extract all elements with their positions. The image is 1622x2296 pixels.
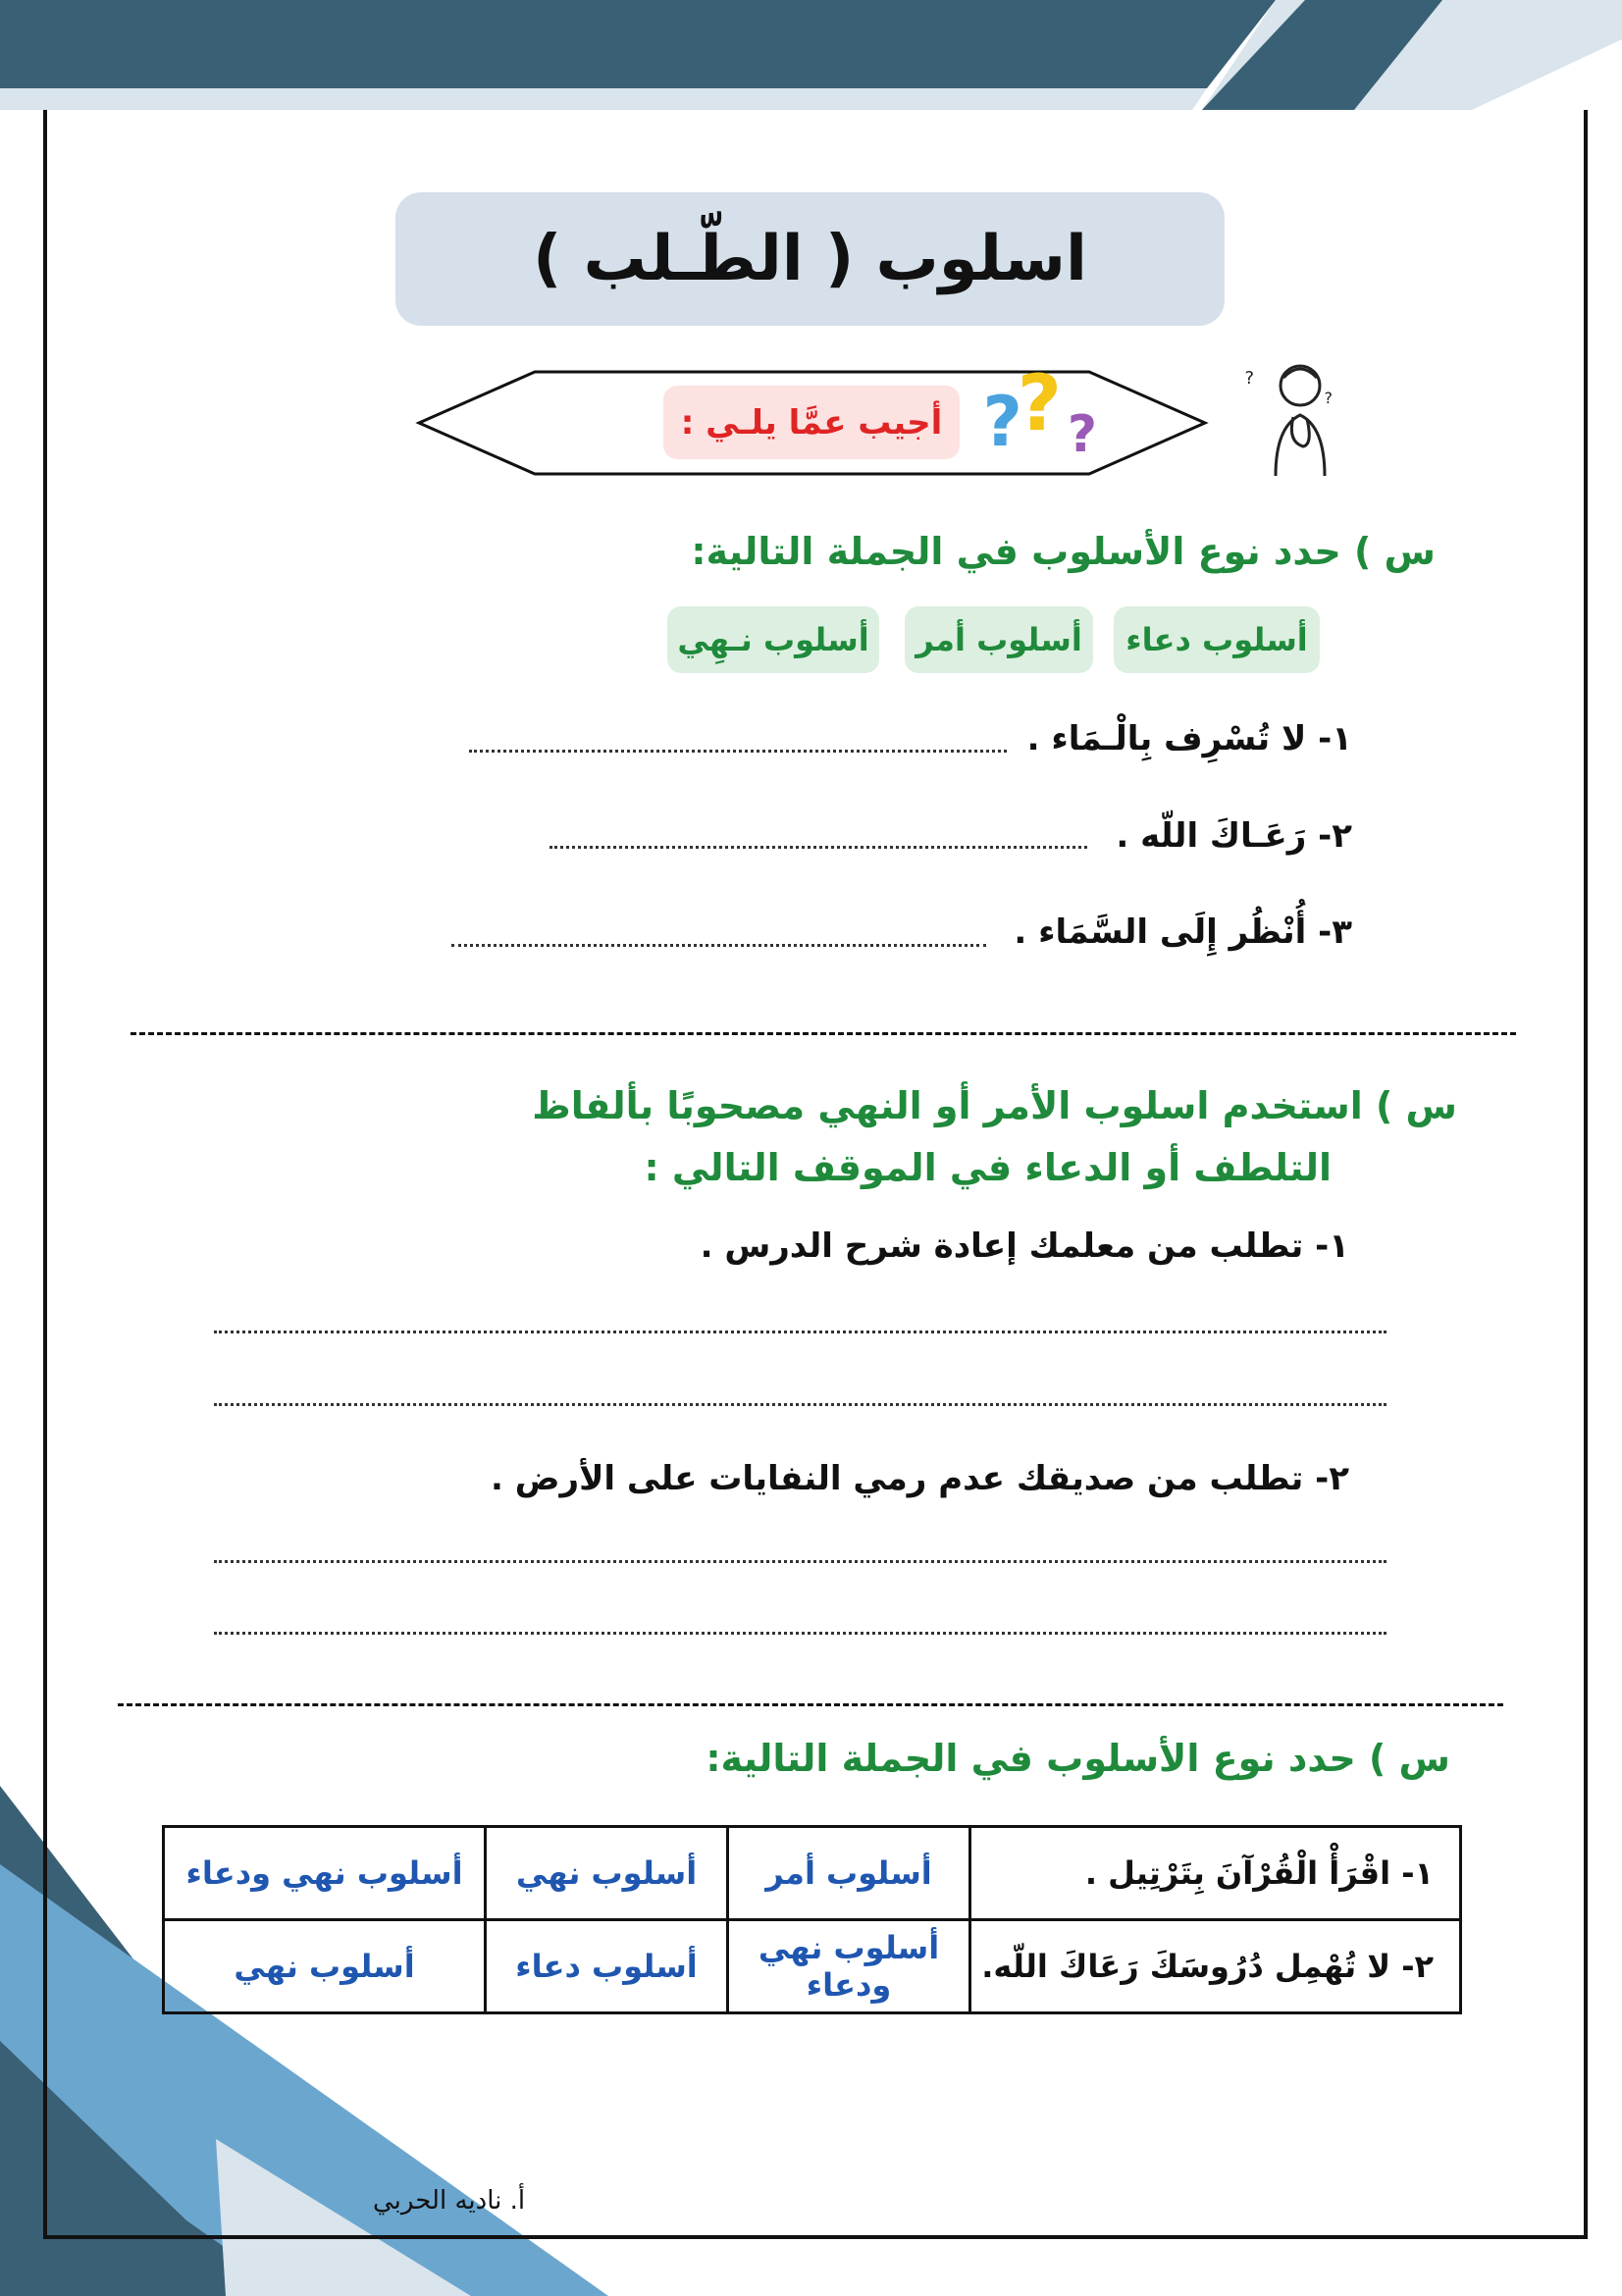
svg-text:?: ?	[982, 382, 1022, 462]
svg-text:?: ?	[1244, 368, 1254, 389]
teacher-name: أ. ناديه الحربي	[373, 2186, 526, 2216]
section1-item: ١- لا تُسْرِف بِالْـمَاء .	[1026, 719, 1352, 758]
option-pill: أسلوب نـهِي	[667, 606, 879, 673]
table-choice[interactable]: أسلوب نهي	[164, 1920, 486, 2013]
section3-question: س ) حدد نوع الأسلوب في الجملة التالية:	[706, 1737, 1450, 1780]
table-choice[interactable]: أسلوب نهي	[486, 1827, 728, 1920]
instruction-label: أجيب عمَّا يلـي :	[663, 386, 960, 459]
question-marks-icon	[982, 355, 1138, 464]
table-row	[164, 1827, 1461, 1920]
table-choice[interactable]: أسلوب دعاء	[486, 1920, 728, 2013]
section2-question-line1: س ) استخدم اسلوب الأمر أو النهي مصحوبًا بألفاظ	[532, 1084, 1457, 1127]
answer-line[interactable]	[469, 750, 1007, 753]
table-choice[interactable]: أسلوب أمر	[728, 1827, 970, 1920]
section2-item: ٢- تطلب من صديقك عدم رمي النفايات على الأرض .	[491, 1459, 1349, 1498]
option-pill: أسلوب دعاء	[1114, 606, 1320, 673]
answer-line[interactable]	[214, 1331, 1387, 1333]
svg-text:?: ?	[1324, 389, 1333, 407]
option-pill: أسلوب أمر	[905, 606, 1093, 673]
table-row	[164, 1920, 1461, 2013]
answer-line[interactable]	[451, 944, 986, 947]
section1-item: ٢- رَعَـاكَ اللّه .	[1116, 816, 1352, 856]
section1-question: س ) حدد نوع الأسلوب في الجملة التالية:	[691, 530, 1436, 573]
svg-text:?: ?	[1067, 405, 1097, 464]
answer-line[interactable]	[549, 846, 1087, 849]
table-choice[interactable]: أسلوب نهي ودعاء	[728, 1920, 970, 2013]
section2-question-line2: التلطف أو الدعاء في الموقف التالي :	[644, 1146, 1332, 1189]
section2-item: ١- تطلب من معلمك إعادة شرح الدرس .	[700, 1226, 1349, 1266]
section-divider	[131, 1032, 1516, 1035]
style-table	[162, 1825, 1462, 2014]
thinking-person-icon	[1246, 348, 1354, 481]
table-sentence: ١- اقْرَأْ الْقُرْآنَ بِتَرْتِيل .	[970, 1827, 1461, 1920]
section-divider	[118, 1703, 1503, 1706]
svg-text:?: ?	[1017, 360, 1062, 448]
table-choice[interactable]: أسلوب نهي ودعاء	[164, 1827, 486, 1920]
section1-item: ٣- أُنْظُر إِلَى السَّمَاء .	[1014, 913, 1352, 952]
answer-line[interactable]	[214, 1560, 1387, 1563]
answer-line[interactable]	[214, 1403, 1387, 1406]
page-title: اسلوب ( الطّـلب )	[395, 192, 1225, 326]
answer-line[interactable]	[214, 1632, 1387, 1635]
table-sentence: ٢- لا تُهْمِل دُرُوسَكَ رَعَاكَ اللّه.	[970, 1920, 1461, 2013]
